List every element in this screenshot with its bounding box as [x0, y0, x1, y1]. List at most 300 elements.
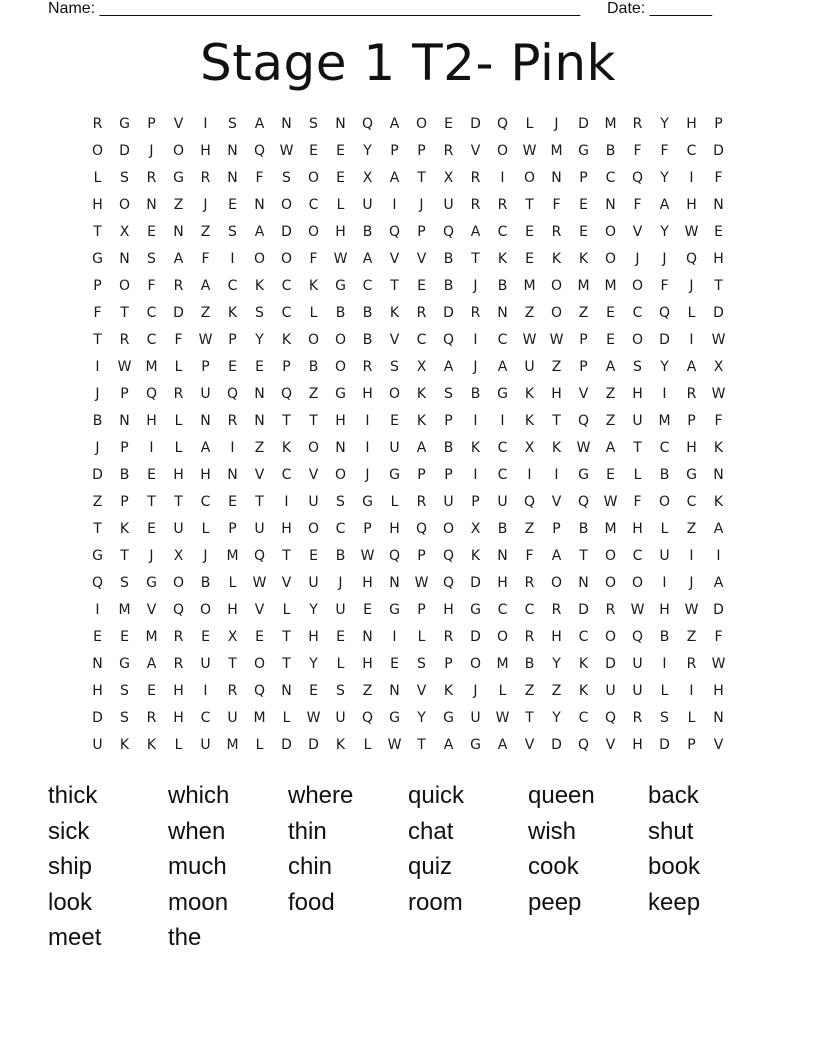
grid-letter: K [443, 683, 454, 699]
grid-letter: G [578, 467, 589, 483]
grid-letter: D [470, 629, 481, 645]
grid-letter: J [95, 386, 100, 402]
word-list-item: look [48, 888, 93, 916]
grid-letter: R [416, 494, 427, 510]
grid-letter: M [496, 656, 509, 672]
grid-letter: H [632, 521, 643, 537]
grid-letter: C [632, 548, 643, 564]
grid-letter: A [497, 737, 508, 753]
grid-letter: W [711, 332, 726, 348]
grid-letter: Y [309, 656, 318, 672]
grid-letter: U [659, 548, 670, 564]
grid-letter: A [605, 440, 616, 456]
grid-letter: O [550, 278, 563, 294]
grid-letter: L [309, 305, 318, 321]
grid-letter: C [605, 170, 616, 186]
grid-row [84, 651, 732, 678]
grid-letter: R [470, 197, 481, 213]
grid-letter: W [684, 224, 699, 240]
grid-letter: B [524, 656, 535, 672]
grid-letter: T [282, 548, 291, 564]
grid-letter: G [686, 467, 697, 483]
grid-letter: U [632, 683, 643, 699]
grid-letter: O [631, 278, 644, 294]
grid-letter: N [713, 710, 724, 726]
grid-letter: V [308, 467, 319, 483]
grid-letter: L [498, 683, 507, 699]
grid-letter: B [659, 629, 670, 645]
grid-letter: K [551, 251, 562, 267]
grid-letter: O [118, 197, 131, 213]
grid-letter: Y [660, 170, 669, 186]
grid-letter: R [524, 629, 535, 645]
grid-letter: I [689, 548, 694, 564]
grid-letter: Y [660, 224, 669, 240]
grid-letter: X [416, 359, 427, 375]
grid-letter: O [442, 521, 455, 537]
grid-letter: I [203, 116, 208, 132]
grid-row [84, 516, 732, 543]
grid-letter: E [579, 224, 588, 240]
grid-letter: T [174, 494, 183, 510]
grid-letter: O [523, 170, 536, 186]
grid-letter: W [414, 575, 429, 591]
grid-letter: F [147, 278, 156, 294]
grid-letter: E [147, 683, 156, 699]
grid-letter: Q [361, 710, 374, 726]
name-field-label[interactable]: Name: ______________________________________________________ [48, 0, 581, 17]
grid-letter: P [417, 143, 426, 159]
grid-letter: S [417, 656, 426, 672]
word-list-item: queen [528, 782, 595, 809]
grid-letter: R [119, 332, 130, 348]
grid-letter: X [173, 548, 184, 564]
grid-letter: H [200, 467, 211, 483]
grid-letter: L [174, 413, 183, 429]
grid-letter: Y [255, 332, 264, 348]
grid-letter: L [174, 737, 183, 753]
grid-letter: E [336, 143, 345, 159]
grid-letter: O [604, 629, 617, 645]
grid-letter: O [334, 359, 347, 375]
grid-letter: G [389, 467, 400, 483]
grid-letter: H [200, 143, 211, 159]
grid-letter: P [417, 467, 426, 483]
grid-letter: A [146, 656, 157, 672]
grid-letter: O [604, 575, 617, 591]
grid-letter: C [578, 710, 589, 726]
grid-letter: Z [578, 305, 589, 321]
word-list-item: ship [48, 853, 93, 881]
grid-letter: I [203, 683, 208, 699]
grid-letter: L [93, 170, 102, 186]
grid-letter: M [550, 143, 563, 159]
grid-letter: F [714, 413, 723, 429]
grid-letter: Q [442, 332, 455, 348]
grid-letter: V [578, 386, 589, 402]
grid-letter: D [578, 602, 589, 618]
grid-letter: O [253, 251, 266, 267]
grid-letter: E [525, 224, 534, 240]
grid-letter: J [419, 197, 424, 213]
grid-letter: D [443, 305, 454, 321]
grid-letter: O [334, 467, 347, 483]
grid-letter: T [93, 521, 102, 537]
grid-letter: K [524, 413, 535, 429]
grid-letter: Z [524, 521, 535, 537]
grid-letter: M [658, 413, 671, 429]
grid-letter: Z [605, 386, 616, 402]
grid-letter: E [363, 602, 372, 618]
grid-letter: O [307, 332, 320, 348]
grid-letter: H [92, 683, 103, 699]
grid-letter: R [146, 170, 157, 186]
grid-letter: K [416, 413, 427, 429]
grid-letter: W [333, 251, 348, 267]
grid-letter: C [632, 305, 643, 321]
grid-letter: R [470, 170, 481, 186]
word-list-item: peep [528, 888, 582, 916]
grid-letter: I [662, 386, 667, 402]
grid-letter: B [362, 332, 373, 348]
grid-letter: K [308, 278, 319, 294]
grid-letter: P [579, 170, 588, 186]
grid-letter: T [228, 656, 237, 672]
grid-letter: O [172, 575, 185, 591]
grid-letter: D [659, 737, 670, 753]
grid-letter: A [362, 251, 373, 267]
grid-letter: A [605, 359, 616, 375]
grid-letter: N [254, 386, 265, 402]
grid-letter: A [443, 737, 454, 753]
grid-letter: T [417, 170, 426, 186]
grid-row [84, 192, 732, 219]
grid-letter: P [714, 116, 723, 132]
grid-letter: C [227, 278, 238, 294]
grid-letter: Q [226, 386, 239, 402]
grid-letter: Q [145, 386, 158, 402]
grid-letter: R [92, 116, 103, 132]
grid-row [84, 732, 732, 759]
grid-letter: V [254, 467, 265, 483]
grid-letter: B [308, 359, 319, 375]
grid-row [84, 597, 732, 624]
grid-letter: Q [253, 143, 266, 159]
grid-letter: F [633, 143, 642, 159]
grid-letter: P [120, 494, 129, 510]
grid-letter: P [363, 521, 372, 537]
grid-letter: U [497, 494, 508, 510]
grid-letter: E [309, 548, 318, 564]
grid-letter: N [605, 197, 616, 213]
grid-letter: A [200, 440, 211, 456]
grid-letter: E [201, 629, 210, 645]
grid-letter: C [281, 278, 292, 294]
grid-letter: N [281, 683, 292, 699]
grid-letter: W [522, 332, 537, 348]
grid-letter: A [389, 116, 400, 132]
grid-letter: R [443, 143, 454, 159]
grid-letter: U [254, 521, 265, 537]
grid-letter: S [444, 386, 453, 402]
grid-letter: F [552, 197, 561, 213]
grid-letter: O [631, 575, 644, 591]
grid-letter: S [228, 116, 237, 132]
grid-letter: R [632, 116, 643, 132]
grid-letter: T [714, 278, 723, 294]
grid-row [84, 273, 732, 300]
grid-letter: V [470, 143, 481, 159]
grid-letter: N [92, 656, 103, 672]
grid-letter: T [552, 413, 561, 429]
grid-letter: U [632, 656, 643, 672]
grid-letter: C [200, 710, 211, 726]
grid-letter: R [227, 413, 238, 429]
grid-letter: O [334, 332, 347, 348]
word-list-item: meet [48, 924, 102, 952]
grid-letter: E [309, 683, 318, 699]
grid-letter: O [307, 170, 320, 186]
grid-letter: H [632, 386, 643, 402]
grid-letter: S [390, 359, 399, 375]
grid-letter: R [173, 278, 184, 294]
grid-letter: N [200, 413, 211, 429]
word-list-item: keep [648, 888, 701, 916]
grid-letter: Q [496, 116, 509, 132]
grid-letter: H [551, 386, 562, 402]
grid-letter: T [255, 494, 264, 510]
grid-letter: I [527, 467, 532, 483]
grid-letter: L [201, 521, 210, 537]
grid-letter: N [227, 143, 238, 159]
grid-letter: G [470, 602, 481, 618]
grid-letter: P [228, 332, 237, 348]
grid-letter: C [686, 494, 697, 510]
grid-letter: J [689, 278, 694, 294]
grid-letter: O [631, 332, 644, 348]
grid-letter: I [689, 683, 694, 699]
grid-letter: Q [658, 305, 671, 321]
grid-letter: I [392, 629, 397, 645]
grid-row [84, 246, 732, 273]
grid-letter: Y [552, 656, 561, 672]
grid-letter: D [470, 116, 481, 132]
grid-letter: K [389, 305, 400, 321]
grid-letter: Z [308, 386, 319, 402]
grid-letter: W [711, 656, 726, 672]
grid-letter: E [525, 251, 534, 267]
grid-letter: P [201, 359, 210, 375]
grid-letter: Q [685, 251, 698, 267]
grid-letter: M [118, 602, 131, 618]
grid-letter: Q [631, 170, 644, 186]
grid-letter: L [363, 737, 372, 753]
grid-letter: O [604, 251, 617, 267]
grid-letter: D [551, 737, 562, 753]
grid-letter: K [281, 332, 292, 348]
word-list-item: sick [48, 817, 90, 845]
grid-letter: V [389, 332, 400, 348]
grid-letter: H [308, 629, 319, 645]
grid-letter: G [92, 251, 103, 267]
grid-letter: R [416, 305, 427, 321]
grid-letter: M [604, 521, 617, 537]
grid-letter: W [522, 143, 537, 159]
grid-letter: F [309, 251, 318, 267]
grid-letter: P [282, 359, 291, 375]
grid-letter: R [470, 305, 481, 321]
grid-letter: U [524, 359, 535, 375]
grid-letter: M [226, 737, 239, 753]
grid-letter: R [200, 170, 211, 186]
grid-letter: V [632, 224, 643, 240]
grid-letter: X [713, 359, 724, 375]
grid-letter: S [309, 116, 318, 132]
word-search-grid [84, 111, 732, 759]
grid-letter: C [497, 224, 508, 240]
grid-letter: C [362, 278, 373, 294]
grid-letter: B [92, 413, 103, 429]
grid-letter: S [120, 710, 129, 726]
grid-letter: U [308, 494, 319, 510]
grid-letter: W [603, 494, 618, 510]
grid-row [84, 543, 732, 570]
grid-letter: Z [173, 197, 184, 213]
grid-letter: C [497, 332, 508, 348]
grid-letter: B [659, 467, 670, 483]
grid-letter: C [497, 440, 508, 456]
grid-letter: Y [363, 143, 372, 159]
grid-letter: T [471, 251, 480, 267]
grid-row [84, 678, 732, 705]
grid-row [84, 705, 732, 732]
grid-letter: J [203, 197, 208, 213]
grid-letter: K [335, 737, 346, 753]
grid-letter: P [471, 494, 480, 510]
grid-letter: S [633, 359, 642, 375]
grid-letter: P [417, 548, 426, 564]
grid-letter: M [577, 278, 590, 294]
grid-letter: N [335, 116, 346, 132]
grid-letter: O [91, 143, 104, 159]
grid-letter: I [662, 575, 667, 591]
grid-letter: K [254, 278, 265, 294]
grid-letter: E [336, 629, 345, 645]
grid-letter: C [308, 197, 319, 213]
grid-letter: F [714, 170, 723, 186]
grid-letter: J [473, 683, 478, 699]
grid-letter: F [93, 305, 102, 321]
grid-letter: M [226, 548, 239, 564]
grid-letter: W [360, 548, 375, 564]
grid-letter: U [470, 710, 481, 726]
grid-letter: O [388, 386, 401, 402]
grid-letter: P [687, 737, 696, 753]
grid-letter: L [336, 656, 345, 672]
grid-letter: L [282, 602, 291, 618]
grid-letter: T [282, 413, 291, 429]
grid-letter: T [282, 629, 291, 645]
grid-letter: I [689, 332, 694, 348]
grid-letter: B [497, 521, 508, 537]
grid-letter: M [145, 629, 158, 645]
grid-letter: P [579, 332, 588, 348]
grid-letter: S [147, 251, 156, 267]
grid-letter: J [635, 251, 640, 267]
word-list-item: quiz [408, 853, 453, 881]
grid-letter: U [443, 494, 454, 510]
grid-letter: V [416, 251, 427, 267]
grid-letter: N [362, 629, 373, 645]
grid-letter: I [500, 413, 505, 429]
word-list-item: book [648, 853, 701, 881]
grid-letter: S [282, 170, 291, 186]
grid-letter: K [227, 305, 238, 321]
grid-letter: I [95, 602, 100, 618]
grid-letter: H [713, 251, 724, 267]
grid-letter: E [309, 143, 318, 159]
grid-letter: J [95, 440, 100, 456]
word-list-item: back [648, 782, 699, 809]
grid-letter: C [146, 305, 157, 321]
grid-letter: I [473, 413, 478, 429]
grid-letter: C [416, 332, 427, 348]
grid-letter: F [714, 629, 723, 645]
grid-letter: R [173, 386, 184, 402]
grid-letter: P [579, 359, 588, 375]
grid-letter: H [335, 413, 346, 429]
header [48, 0, 748, 20]
grid-letter: Y [660, 359, 669, 375]
grid-row [84, 165, 732, 192]
grid-letter: R [632, 710, 643, 726]
word-list [48, 778, 788, 956]
grid-letter: A [443, 359, 454, 375]
grid-letter: X [443, 170, 454, 186]
grid-letter: T [120, 548, 129, 564]
grid-letter: O [496, 143, 509, 159]
grid-letter: O [550, 575, 563, 591]
grid-letter: I [689, 170, 694, 186]
grid-letter: H [281, 521, 292, 537]
grid-letter: V [416, 683, 427, 699]
word-list-item: cook [528, 853, 579, 881]
grid-letter: K [713, 494, 724, 510]
grid-letter: L [336, 197, 345, 213]
grid-letter: L [660, 683, 669, 699]
grid-letter: S [336, 683, 345, 699]
grid-letter: T [147, 494, 156, 510]
grid-letter: I [230, 251, 235, 267]
grid-letter: E [147, 224, 156, 240]
grid-letter: X [119, 224, 130, 240]
grid-letter: R [497, 197, 508, 213]
grid-letter: Q [280, 386, 293, 402]
grid-letter: P [120, 440, 129, 456]
grid-letter: U [173, 521, 184, 537]
grid-letter: M [604, 278, 617, 294]
grid-letter: A [470, 224, 481, 240]
grid-letter: G [119, 116, 130, 132]
grid-letter: G [389, 710, 400, 726]
grid-letter: V [254, 602, 265, 618]
grid-letter: A [713, 575, 724, 591]
grid-letter: A [254, 116, 265, 132]
grid-letter: Q [577, 737, 590, 753]
grid-letter: V [524, 737, 535, 753]
grid-letter: J [149, 548, 154, 564]
date-field-label[interactable]: Date: _______ [607, 0, 712, 17]
